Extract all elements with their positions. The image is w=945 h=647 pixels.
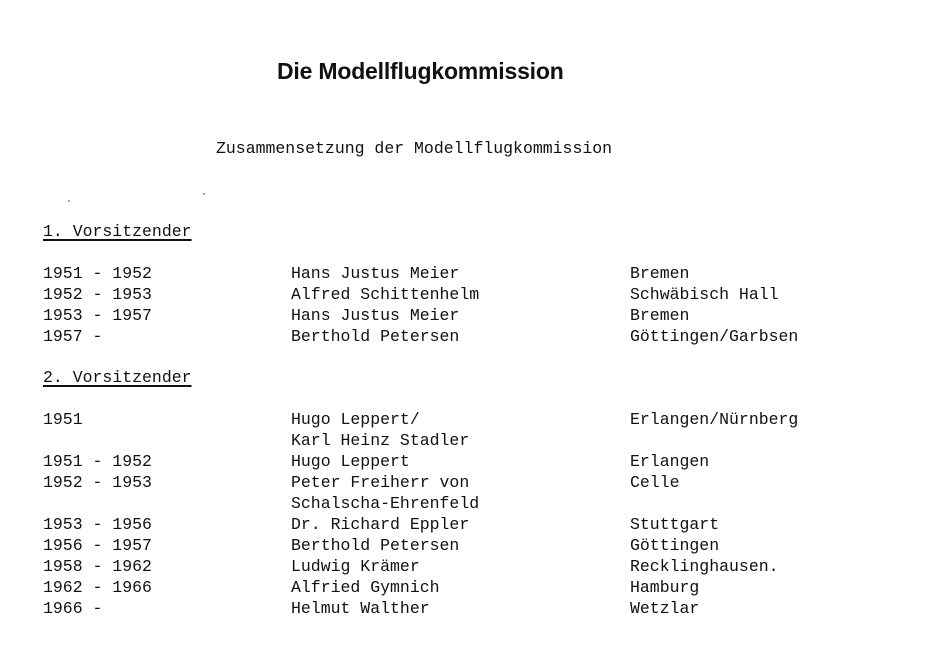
row-place: Bremen — [630, 306, 690, 325]
row-name: Helmut Walther — [291, 599, 430, 618]
page-subtitle: Zusammensetzung der Modellflugkommission — [216, 139, 613, 158]
row-place: Bremen — [630, 264, 690, 283]
row-place: Stuttgart — [630, 515, 720, 534]
row-name: Berthold Petersen — [291, 536, 460, 555]
row-name: Dr. Richard Eppler — [291, 515, 470, 534]
row-years: 1951 - 1952 — [43, 452, 152, 471]
row-years: 1952 - 1953 — [43, 473, 152, 492]
row-name: Hugo Leppert — [291, 452, 410, 471]
row-name: Alfred Schittenhelm — [291, 285, 480, 304]
table-row — [0, 599, 945, 620]
row-place: Celle — [630, 473, 680, 492]
row-years: 1951 - 1952 — [43, 264, 152, 283]
page-title: Die Modellflugkommission — [277, 58, 564, 84]
row-place: Erlangen — [630, 452, 710, 471]
table-row — [0, 306, 945, 327]
table-row — [0, 327, 945, 348]
table-row — [0, 515, 945, 536]
row-name: Hugo Leppert/ — [291, 410, 420, 429]
row-years: 1956 - 1957 — [43, 536, 152, 555]
row-years: 1953 - 1956 — [43, 515, 152, 534]
row-years: 1952 - 1953 — [43, 285, 152, 304]
row-years: 1958 - 1962 — [43, 557, 152, 576]
row-name: Hans Justus Meier — [291, 264, 460, 283]
table-row — [0, 452, 945, 473]
row-name: Ludwig Krämer — [291, 557, 420, 576]
row-place: Göttingen/Garbsen — [630, 327, 799, 346]
row-place: Erlangen/Nürnberg — [630, 410, 799, 429]
row-name-continuation: Schalscha-Ehrenfeld — [291, 494, 480, 513]
row-years: 1957 - — [43, 327, 103, 346]
row-place: Schwäbisch Hall — [630, 285, 779, 304]
row-name: Berthold Petersen — [291, 327, 460, 346]
row-place: Recklinghausen. — [630, 557, 779, 576]
row-years: 1962 - 1966 — [43, 578, 152, 597]
row-years: 1951 — [43, 410, 83, 429]
table-row — [0, 557, 945, 578]
row-place: Hamburg — [630, 578, 700, 597]
section-heading-2-vorsitzender: 2. Vorsitzender — [43, 368, 192, 387]
row-years: 1953 - 1957 — [43, 306, 152, 325]
table-row — [0, 285, 945, 306]
row-place: Göttingen — [630, 536, 720, 555]
table-row — [0, 578, 945, 599]
row-years: 1966 - — [43, 599, 103, 618]
scan-speck — [203, 193, 205, 195]
section-heading-1-vorsitzender: 1. Vorsitzender — [43, 222, 192, 241]
table-row — [0, 536, 945, 557]
table-row — [0, 410, 945, 431]
row-name: Peter Freiherr von — [291, 473, 470, 492]
table-row — [0, 473, 945, 494]
row-name: Alfried Gymnich — [291, 578, 440, 597]
row-name-continuation: Karl Heinz Stadler — [291, 431, 470, 450]
table-row — [0, 264, 945, 285]
row-name: Hans Justus Meier — [291, 306, 460, 325]
scan-speck — [68, 200, 70, 202]
row-place: Wetzlar — [630, 599, 700, 618]
